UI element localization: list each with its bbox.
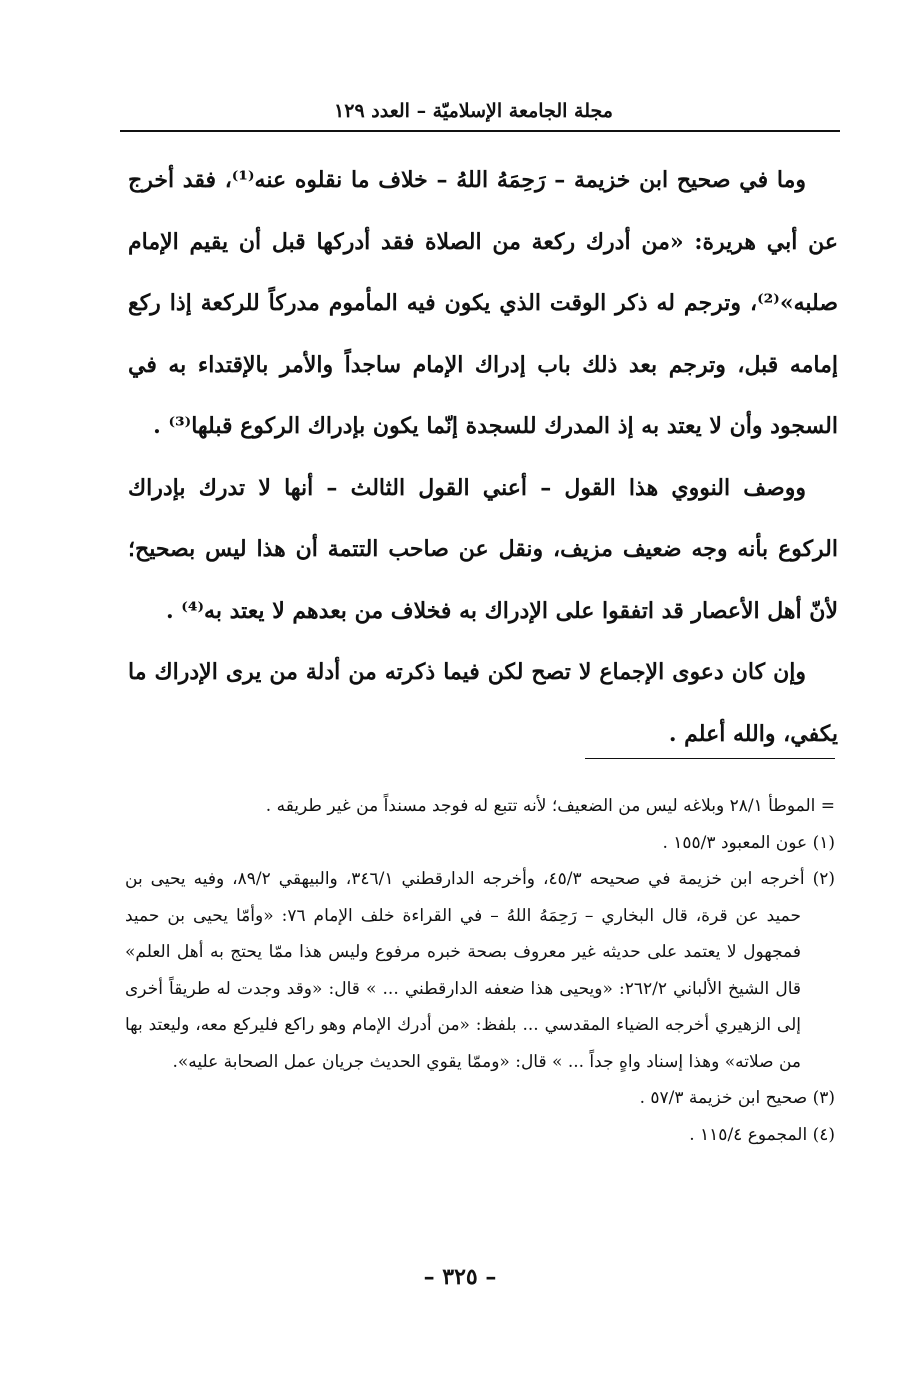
- footnote-2: (٢) أخرجه ابن خزيمة في صحيحه ٤٥/٣، وأخرجه الدارقطني ٣٤٦/١، والبيهقي ٨٩/٢، وفيه يحيى بن حميد عن قرة، قال البخاري – رَحِمَهُ اللهُ – في القراءة خلف الإمام ٧٦: «وأمّا يحيى بن حميد فمجهول لا يعتمد على حديثه غير معروف بصحة خبره مرفوع وليس هذا ممّا يحتج به أهل العلم» قال الشيخ الألباني ٢٦٢/٢: «ويحيى هذا ضعفه الدارقطني ... » قال: «وقد وجدت له طريقاً أخرى إلى الزهيري أخرجه الضياء المقدسي ... بلفظ: «من أدرك الإمام وهو راكع فليركع معه، وليعتد بها من صلاته» وهذا إسناد واهٍ جداً ... » قال: «وممّا يقوي الحديث جريان عمل الصحابة عليه».: [125, 869, 835, 1072]
- body-paragraph-3: وإن كان دعوى الإجماع لا تصح لكن فيما ذكرته من أدلة من يرى الإدراك ما يكفي، والله أعلم .: [128, 659, 838, 747]
- footnote-3: (٣) صحيح ابن خزيمة ٥٧/٣ .: [639, 1088, 835, 1108]
- footnote-divider: [585, 758, 835, 759]
- header-divider: [120, 130, 840, 132]
- footnotes: [125, 788, 835, 1153]
- footnote-continuation: = الموطأ ٢٨/١ وبلاغه ليس من الضعيف؛ لأنه تتبع له فوجد مسنداً من غير طريقه .: [265, 796, 835, 816]
- page-number: – ٣٢٥ –: [423, 1264, 497, 1290]
- body-paragraph-2: ووصف النووي هذا القول – أعني القول الثالث – أنها لا تدرك بإدراك الركوع بأنه وجه ضعيف مزيف، ونقل عن صاحب التتمة أن هذا ليس بصحيح؛ لأنّ أهل الأعصار قد اتفقوا على الإدراك به فخلاف من بعدهم لا يعتد به⁽⁴⁾ .: [128, 474, 838, 624]
- body-paragraph-1: وما في صحيح ابن خزيمة – رَحِمَهُ اللهُ – خلاف ما نقلوه عنه⁽¹⁾، فقد أخرج عن أبي هريرة: «من أدرك ركعة من الصلاة فقد أدركها قبل أن يقيم الإمام صلبه»⁽²⁾، وترجم له ذكر الوقت الذي يكون فيه المأموم مدركاً للركعة إذا ركع إمامه قبل، وترجم بعد ذلك باب إدراك الإمام ساجداً والأمر بالإقتداء به في السجود وأن لا يعتد به إذ المدرك للسجدة إنّما يكون بإدراك الركوع قبلها⁽³⁾ .: [128, 167, 839, 439]
- journal-header: مجلة الجامعة الإسلاميّة – العدد ١٢٩: [334, 100, 613, 122]
- footnote-1: (١) عون المعبود ١٥٥/٣ .: [662, 832, 835, 853]
- footnote-4: (٤) المجموع ١١٥/٤ .: [689, 1124, 835, 1145]
- main-text: [128, 150, 838, 765]
